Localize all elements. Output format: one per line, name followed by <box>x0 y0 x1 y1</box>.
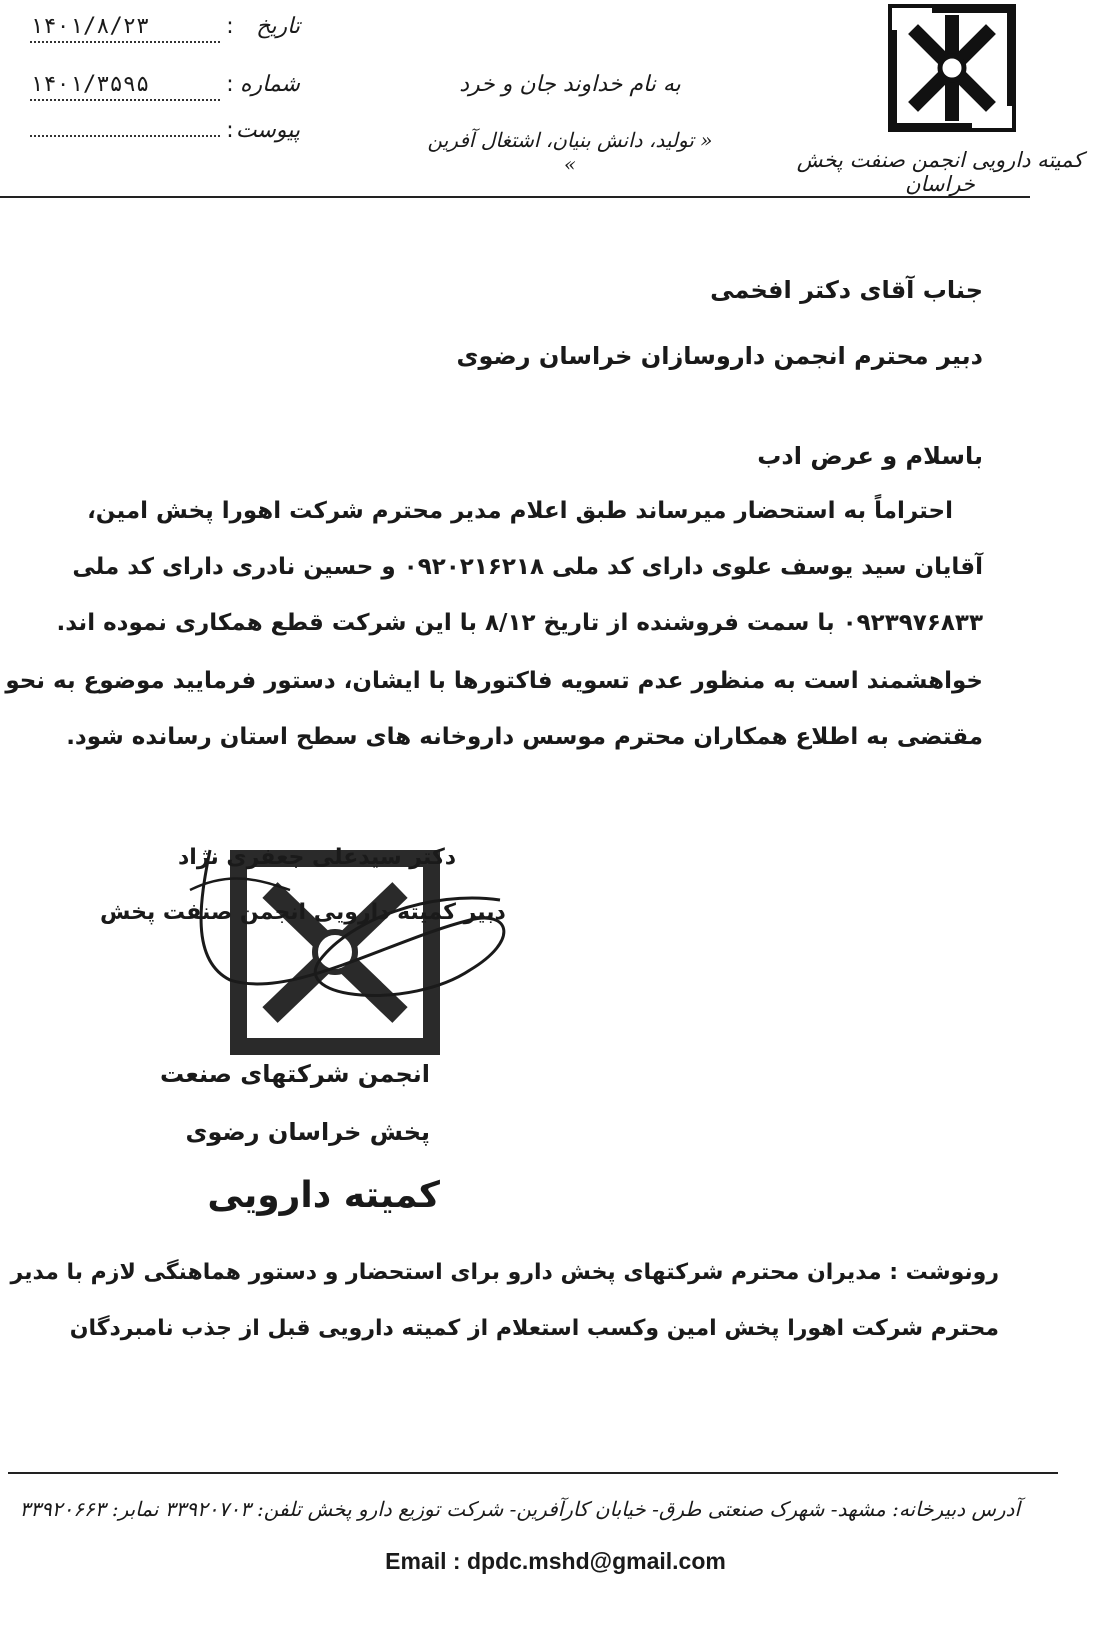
number-colon: : <box>226 72 234 97</box>
attachment-colon: : <box>226 118 234 143</box>
header-divider <box>0 196 1030 198</box>
body-line: آقایان سید یوسف علوی دارای کد ملی ۰۹۲۰۲۱۶۲۱۸ و حسین نادری دارای کد ملی <box>72 554 983 580</box>
footer-address: آدرس دبیرخانه: مشهد- شهرک صنعتی طرق- خیابان کارآفرین- شرکت توزیع دارو پخش تلفن: ۳۳۹۲۰۷۰۳ نمابر: ۳۳۹۲۰۶۶۳ <box>19 1497 1020 1521</box>
recipient-name: جناب آقای دکتر افخمی <box>710 276 983 304</box>
date-label: تاریخ <box>256 14 300 39</box>
date-colon: : <box>226 14 234 39</box>
number-field <box>30 72 300 106</box>
date-value: ۱۴۰۱/۸/۲۳ <box>30 14 220 43</box>
attachment-field <box>30 118 300 152</box>
body-line: احتراماً به استحضار میرساند طبق اعلام مدیر محترم شرکت اهورا پخش امین، <box>87 498 953 524</box>
body-line: مقتضی به اطلاع همکاران محترم موسس داروخانه های سطح استان رسانده شود. <box>66 724 983 750</box>
organization-name: کمیته دارویی انجمن صنفت پخش خراسان <box>796 148 1084 196</box>
committee-logo <box>888 4 1016 132</box>
greeting: باسلام و عرض ادب <box>757 442 983 470</box>
signatory-name: دکتر سیدعلی جعفری نژاد <box>178 845 457 870</box>
stamp-text-line-3: کمیته دارویی <box>207 1175 440 1216</box>
stamp-text-line-2: پخش خراسان رضوی <box>185 1118 430 1146</box>
date-field <box>30 14 300 48</box>
body-line: خواهشمند است به منظور عدم تسویه فاکتورها با ایشان، دستور فرمایید موضوع به نحو <box>5 668 983 694</box>
handwritten-signature <box>170 830 530 1030</box>
motto-line-2: « تولید، دانش بنیان، اشتغال آفرین » <box>427 128 713 176</box>
motto-line-1: به نام خداوند جان و خرد <box>459 72 681 97</box>
stamp-text-line-1: انجمن شرکتهای صنعت <box>159 1060 430 1088</box>
number-value: ۱۴۰۱/۳۵۹۵ <box>30 72 220 101</box>
number-label: شماره <box>239 72 300 97</box>
committee-logo-icon <box>888 4 1016 132</box>
body-line: ۰۹۲۳۹۷۶۸۳۳ با سمت فروشنده از تاریخ ۸/۱۲ با این شرکت قطع همکاری نموده اند. <box>56 610 983 636</box>
cc-line-1: رونوشت : مدیران محترم شرکتهای پخش دارو برای استحضار و دستور هماهنگی لازم با مدیر <box>10 1260 999 1285</box>
recipient-title: دبیر محترم انجمن داروسازان خراسان رضوی <box>456 342 983 370</box>
attachment-label: پیوست <box>235 118 300 143</box>
footer-email: Email : dpdc.mshd@gmail.com <box>385 1548 726 1574</box>
footer-divider <box>8 1472 1058 1474</box>
cc-line-2: محترم شرکت اهورا پخش امین وکسب استعلام از کمیته دارویی قبل از جذب نامبردگان <box>69 1316 999 1341</box>
attachment-value <box>30 133 220 137</box>
signatory-title: دبیر کمیته دارویی انجمن صنفت پخش <box>100 900 506 925</box>
